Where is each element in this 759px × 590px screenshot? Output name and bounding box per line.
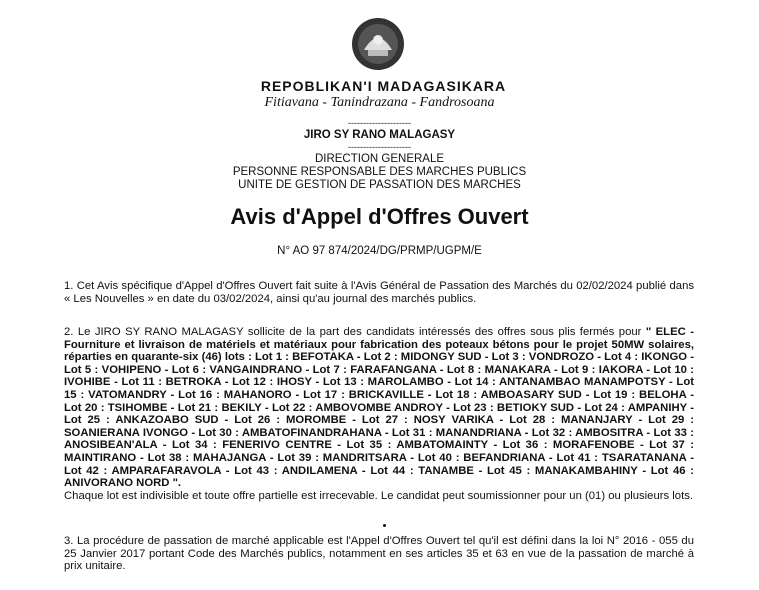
republic-seal-icon: [350, 16, 406, 72]
direction-line-1: DIRECTION GENERALE: [314, 153, 445, 165]
separator-bottom: ---------------------: [348, 142, 411, 152]
ministry-name: JIRO SY RANO MALAGASY: [303, 129, 456, 141]
direction-line-2: PERSONNE RESPONSABLE DES MARCHES PUBLICS: [232, 166, 527, 178]
notice-reference: N° AO 97 874/2024/DG/PRMP/UGPM/E: [277, 245, 482, 257]
paragraph-2-lots: " ELEC - Fourniture et livraison de matériels et matériaux pour fabrication des poteaux bétons pour le projet 50MW solaires, réparties en quarante-six (46) lots : Lot 1 : BEFOTAKA - Lot 2 : MIDONGY SUD - Lot 3 : VONDROZO - Lot 4 : IKONGO - Lot 5 : VOHIPENO - Lot 6 : VANGAINDRANO - Lot 7 : FARAFANGANA - Lot 8 : MANAKARA - Lot 9 : IAKORA - Lot 10 : IVOHIBE - Lot 11 : BETROKA - Lot 12 : IHOSY - Lot 13 : MAROLAMBO - Lot 14 : ANTANAMBAO MANAMPOTSY - Lot 15 : VATOMANDRY - Lot 16 : MAHANORO - Lot 17 : BRICKAVILLE - Lot 18 : AMBOASARY SUD - Lot 19 : BELOHA - Lot 20 : TSIHOMBE - Lot 21 : BEKILY - Lot 22 : AMBOVOMBE ANDROY - Lot 23 : BETIOKY SUD - Lot 24 : AMPANIHY - Lot 25 : ANKAZOABO SUD - Lot 26 : MOROMBE - Lot 27 : NOSY VARIKA - Lot 28 : MANANJARY - Lot 29 : SOANIERANA IVONGO - Lot 30 : AMBATOFINANDRAHANA - Lot 31 : MANANDRIANA - Lot 32 : AMBOSITRA - Lot 33 : ANOSIBEAN'ALA - Lot 34 : FENERIVO CENTRE - Lot 35 : AMBATOMAINTY - Lot 36 : MORAFENOBE - Lot 37 : MAINTIRANO - Lot 38 : MAHAJANGA - Lot 39 : MANDRITSARA - Lot 40 : BEFANDRIANA - Lot 41 : TSARATANANA - Lot 42 : AMPARAFARAVOLA - Lot 43 : ANDILAMENA - Lot 44 : TANAMBE - Lot 45 : MANAKAMBAHINY - Lot 46 : ANIVORANO NORD ".: [64, 326, 694, 490]
paragraph-3: 3. La procédure de passation de marché applicable est l'Appel d'Offres Ouvert tel qu'il est défini dans la loi N° 2016 - 055 du 25 Janvier 2017 portant Code des Marchés publics, notamment en ses articles 35 et 63 en vue de la passation de marché à prix unitaire.: [64, 535, 694, 573]
paragraph-2-intro: 2. Le JIRO SY RANO MALAGASY sollicite de la part des candidats intéressés des offres sous plis fermés pour: [64, 326, 646, 338]
paragraph-2: [64, 326, 694, 502]
republic-name: REPOBLIKAN'I MADAGASIKARA: [260, 78, 507, 94]
separator-top: ---------------------: [348, 118, 411, 128]
paragraph-1: 1. Cet Avis spécifique d'Appel d'Offres Ouvert fait suite à l'Avis Général de Passation des Marchés du 02/02/2024 publié dans « Les Nouvelles » en date du 03/02/2024, ainsi qu'au journal des marchés publics.: [64, 280, 694, 305]
national-motto: Fitiavana - Tanindrazana - Fandrosoana: [264, 95, 495, 110]
paragraph-2-note: Chaque lot est indivisible et toute offre partielle est irrecevable. Le candidat peut soumissionner pour un (01) ou plusieurs lots.: [64, 489, 694, 502]
notice-title: Avis d'Appel d'Offres Ouvert: [230, 204, 529, 229]
stray-dot: [383, 524, 386, 527]
direction-line-3: UNITE DE GESTION DE PASSATION DES MARCHES: [238, 179, 521, 191]
